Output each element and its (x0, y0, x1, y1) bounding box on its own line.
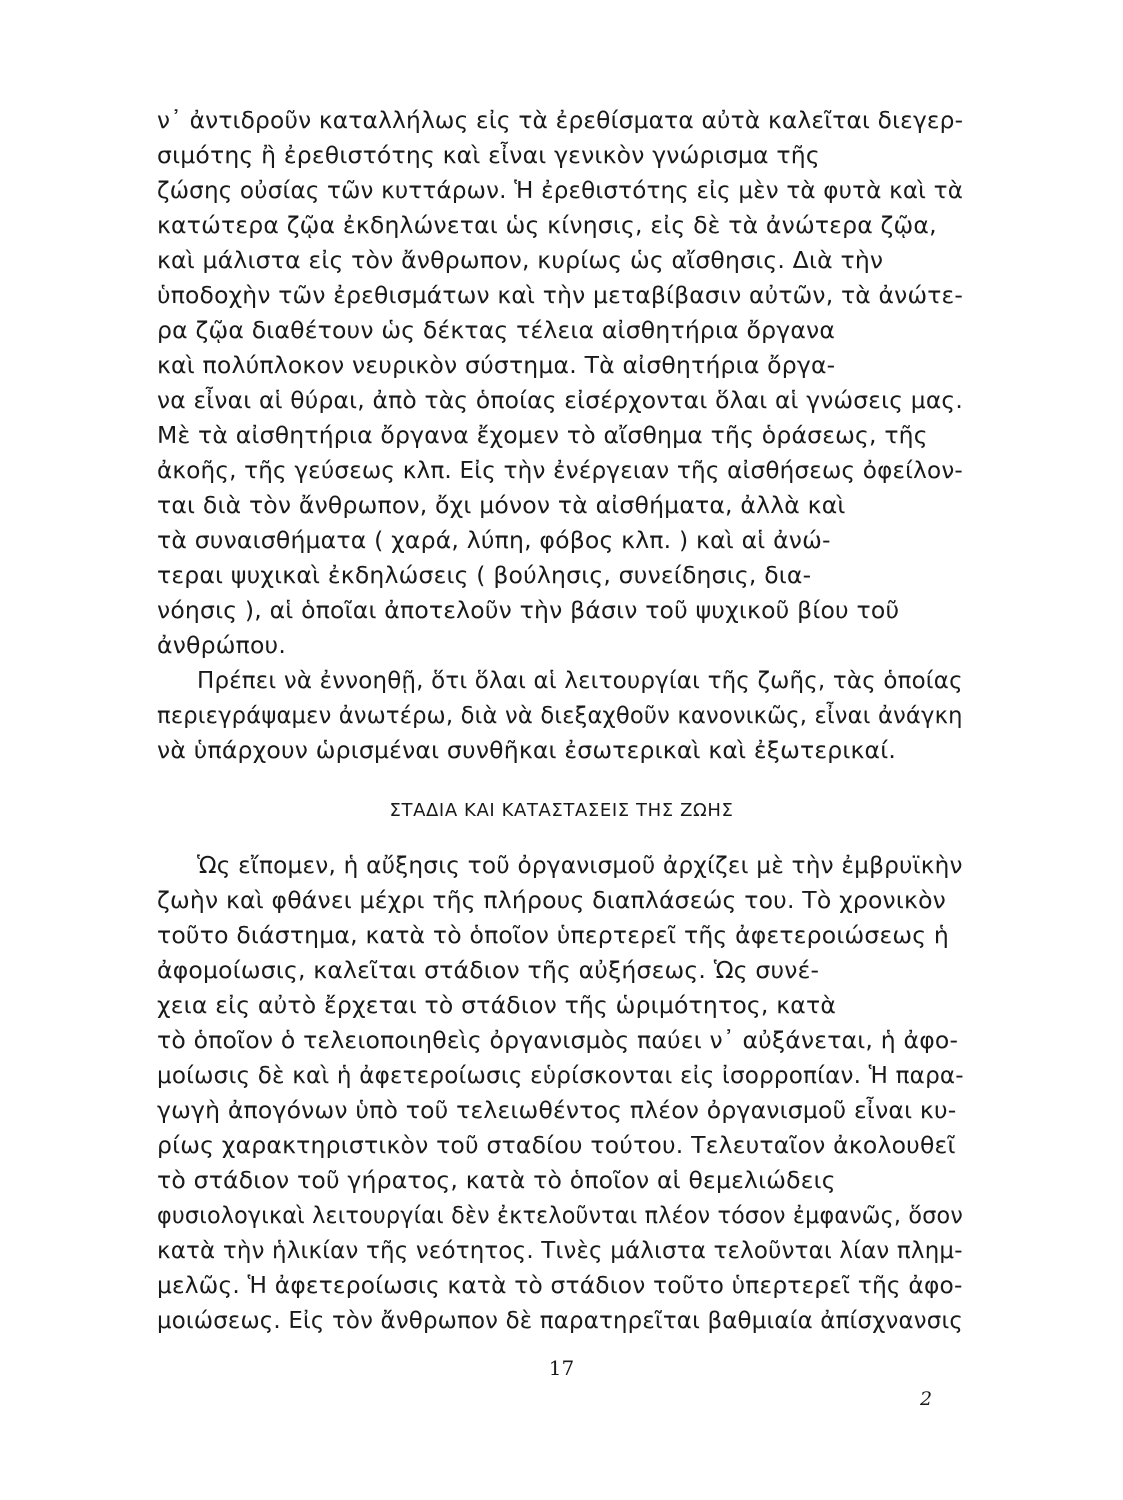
text-line: νόησις ), αἱ ὁποῖαι ἀποτελοῦν τὴν βάσιν τοῦ ψυχικοῦ βίου τοῦ (157, 596, 900, 624)
text-line: καὶ πολύπλοκον νευρικὸν σύστημα. Τὰ αἰσθητήρια ὄργα- (157, 351, 836, 379)
text-line: ρα ζῷα διαθέτουν ὡς δέκτας τέλεια αἰσθητήρια ὄργανα (157, 316, 836, 344)
text-line: τεραι ψυχικαὶ ἐκδηλώσεις ( βούλησις, συνείδησις, δια- (157, 561, 812, 589)
text-line: μοίωσις δὲ καὶ ἡ ἀφετεροίωσις εὑρίσκονται εἰς ἰσορροπίαν. Ἡ παρα- (157, 1061, 964, 1089)
text-line: περιεγράψαμεν ἀνωτέρω, διὰ νὰ διεξαχθοῦν κανονικῶς, εἶναι ἀνάγκη (157, 701, 963, 729)
text-line: κατώτερα ζῷα ἐκδηλώνεται ὡς κίνησις, εἰς δὲ τὰ ἀνώτερα ζῷα, (157, 211, 937, 239)
text-line: ζώσης οὐσίας τῶν κυττάρων. Ἡ ἐρεθιστότης εἰς μὲν τὰ φυτὰ καὶ τὰ (157, 176, 964, 204)
text-line: τὸ στάδιον τοῦ γήρατος, κατὰ τὸ ὁποῖον αἱ θεμελιώδεις (157, 1166, 836, 1194)
text-line: Ὡς εἴπομεν, ἡ αὔξησις τοῦ ὀργανισμοῦ ἀρχίζει μὲ τὴν ἐμβρυϊκὴν (197, 851, 963, 879)
text-line: κατὰ τὴν ἡλικίαν τῆς νεότητος. Τινὲς μάλιστα τελοῦνται λίαν πλημ- (157, 1236, 963, 1264)
text-line: ν᾿ ἀντιδροῦν καταλλήλως εἰς τὰ ἐρεθίσματα αὐτὰ καλεῖται διεγερ- (157, 106, 964, 134)
text-line: ται διὰ τὸν ἄνθρωπον, ὄχι μόνον τὰ αἰσθήματα, ἀλλὰ καὶ (157, 491, 846, 519)
text-line: νὰ ὑπάρχουν ὡρισμέναι συνθῆκαι ἐσωτερικαὶ καὶ ἐξωτερικαί. (157, 736, 897, 764)
text-line: ρίως χαρακτηριστικὸν τοῦ σταδίου τούτου. Τελευταῖον ἀκολουθεῖ (157, 1131, 956, 1159)
text-line: ἀφομοίωσις, καλεῖται στάδιον τῆς αὐξήσεως. Ὡς συνέ- (157, 956, 820, 984)
text-line: ὑποδοχὴν τῶν ἐρεθισμάτων καὶ τὴν μεταβίβασιν αὐτῶν, τὰ ἀνώτε- (157, 281, 964, 309)
page-number: 17 (548, 1356, 575, 1380)
text-line: μοιώσεως. Εἰς τὸν ἄνθρωπον δὲ παρατηρεῖται βαθμιαία ἀπίσχνανσις (157, 1306, 963, 1334)
text-line: ἀνθρώπου. (157, 631, 286, 659)
text-line: σιμότης ἢ ἐρεθιστότης καὶ εἶναι γενικὸν γνώρισμα τῆς (157, 141, 820, 169)
text-line: τὸ ὁποῖον ὁ τελειοποιηθεὶς ὀργανισμὸς παύει ν᾿ αὐξάνεται, ἡ ἀφο- (157, 1026, 959, 1054)
section-heading: ΣΤΑΔΙΑ ΚΑΙ ΚΑΤΑΣΤΑΣΕΙΣ ΤΗΣ ΖΩΗΣ (389, 800, 734, 821)
text-line: ζωὴν καὶ φθάνει μέχρι τῆς πλήρους διαπλάσεώς του. Τὸ χρονικὸν (157, 886, 946, 914)
text-line: τοῦτο διάστημα, κατὰ τὸ ὁποῖον ὑπερτερεῖ τῆς ἀφετεροιώσεως ἡ (157, 921, 949, 949)
text-line: μελῶς. Ἡ ἀφετεροίωσις κατὰ τὸ στάδιον τοῦτο ὑπερτερεῖ τῆς ἀφο- (157, 1271, 963, 1299)
text-line: ἀκοῆς, τῆς γεύσεως κλπ. Εἰς τὴν ἐνέργειαν τῆς αἰσθήσεως ὀφείλον- (157, 456, 963, 484)
text-line: Μὲ τὰ αἰσθητήρια ὄργανα ἔχομεν τὸ αἴσθημα τῆς ὁράσεως, τῆς (157, 421, 928, 449)
text-line: τὰ συναισθήματα ( χαρά, λύπη, φόβος κλπ. ) καὶ αἱ ἀνώ- (157, 526, 831, 554)
text-line: χεια εἰς αὐτὸ ἔρχεται τὸ στάδιον τῆς ὡριμότητος, κατὰ (157, 991, 837, 1019)
text-line: να εἶναι αἱ θύραι, ἀπὸ τὰς ὁποίας εἰσέρχονται ὅλαι αἱ γνώσεις μας. (157, 386, 963, 414)
signature-mark: 2 (920, 1388, 933, 1410)
text-line: καὶ μάλιστα εἰς τὸν ἄνθρωπον, κυρίως ὡς αἴσθησις. Διὰ τὴν (157, 246, 884, 274)
text-line: Πρέπει νὰ ἐννοηθῇ, ὅτι ὅλαι αἱ λειτουργίαι τῆς ζωῆς, τὰς ὁποίας (197, 666, 963, 694)
text-line: γωγὴ ἀπογόνων ὑπὸ τοῦ τελειωθέντος πλέον ὀργανισμοῦ εἶναι κυ- (157, 1096, 957, 1124)
text-line: φυσιολογικαὶ λειτουργίαι δὲν ἐκτελοῦνται πλέον τόσον ἐμφανῶς, ὅσον (157, 1201, 963, 1229)
